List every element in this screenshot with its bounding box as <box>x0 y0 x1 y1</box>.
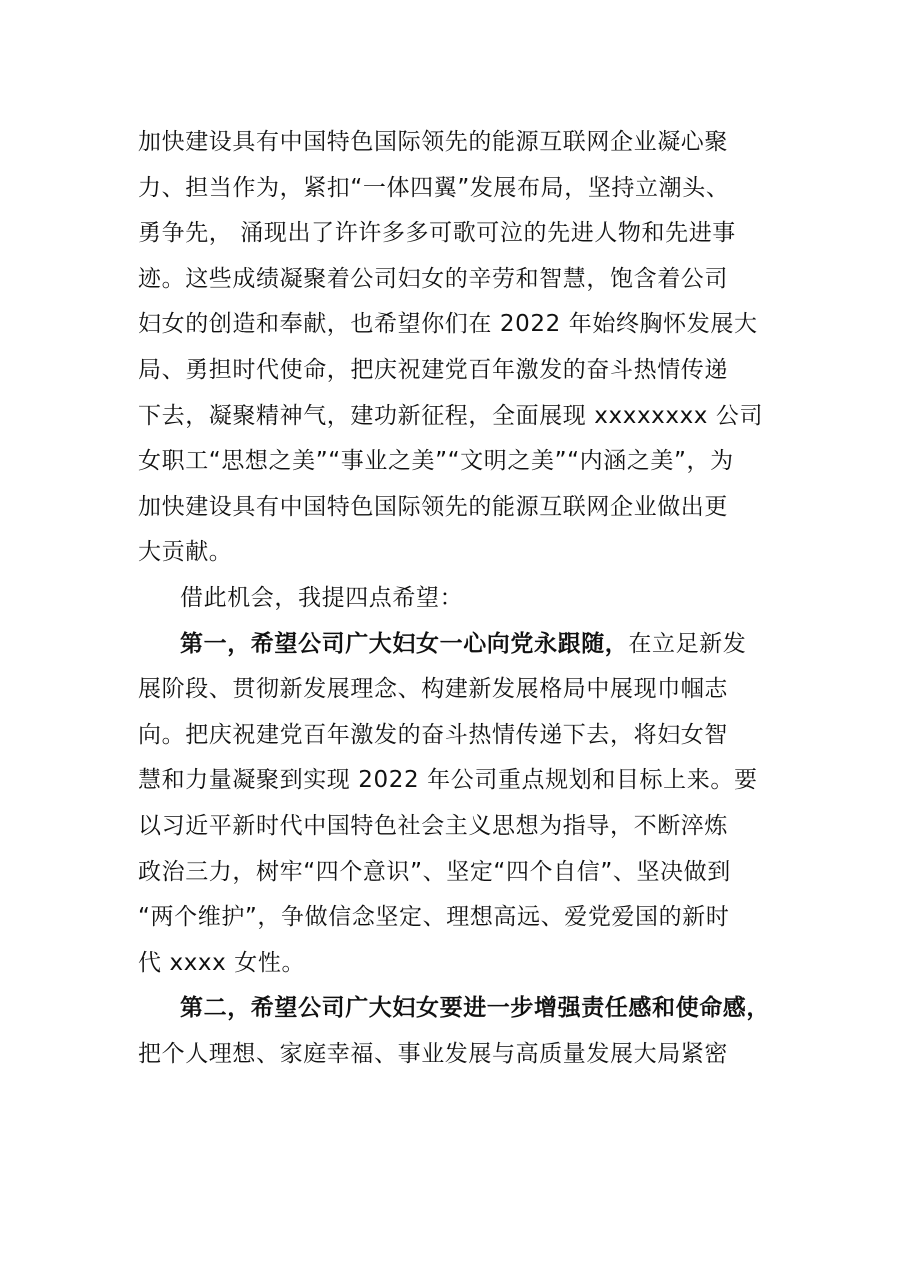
point-1-first-line <box>138 622 778 668</box>
point-1-line: “两个维护”，争做信念坚定、理想高远、爱党爱国的新时 <box>138 904 730 931</box>
point-1-lead: 在立足新发 <box>628 630 747 657</box>
paragraph-line: 加快建设具有中国特色国际领先的能源互联网企业凝心聚 <box>138 129 728 155</box>
point-2-heading: 第二，希望公司广大妇女要进一步增强责任感和使命感， <box>180 995 770 1022</box>
point-1-line: 展阶段、贯彻新发展理念、构建新发展格局中展现巾帼志 <box>138 676 728 703</box>
paragraph-line: 下去，凝聚精神气，建功新征程，全面展现 xxxxxxxx 公司 <box>138 402 764 429</box>
point-2-first-line <box>138 986 778 1032</box>
paragraph-line: 加快建设具有中国特色国际领先的能源互联网企业做出更 <box>138 493 728 520</box>
point-2-line: 把个人理想、家庭幸福、事业发展与高质量发展大局紧密 <box>138 1040 728 1067</box>
point-1-line: 向。把庆祝建党百年激发的奋斗热情传递下去，将妇女智 <box>138 721 728 748</box>
point-1-line: 以习近平新时代中国特色社会主义思想为指导，不断淬炼 <box>138 812 728 839</box>
paragraph-line: 勇争先， 涌现出了许许多多可歌可泣的先进人物和先进事 <box>138 220 736 247</box>
paragraph-line: 女职工“思想之美”“事业之美”“文明之美”“内涵之美”，为 <box>138 448 734 475</box>
point-1-line: 代 xxxx 女性。 <box>138 949 306 976</box>
paragraph-line: 力、担当作为，紧扣“一体四翼”发展布局，坚持立潮头、 <box>138 174 730 201</box>
document-body <box>138 120 778 1077</box>
point-1-line: 政治三力，树牢“四个意识”、坚定“四个自信”、坚决做到 <box>138 858 731 885</box>
paragraph-line: 大贡献。 <box>138 539 233 566</box>
point-1-line: 慧和力量凝聚到实现 2022 年公司重点规划和目标上来。要 <box>138 767 758 794</box>
point-1-heading: 第一，希望公司广大妇女一心向党永跟随， <box>180 630 629 657</box>
intro-line: 借此机会，我提四点希望： <box>180 584 464 611</box>
paragraph-line: 妇女的创造和奉献，也希望你们在 2022 年始终胸怀发展大 <box>138 311 758 338</box>
paragraph-line: 迹。这些成绩凝聚着公司妇女的辛劳和智慧，饱含着公司 <box>138 265 728 292</box>
paragraph-line: 局、勇担时代使命，把庆祝建党百年激发的奋斗热情传递 <box>138 356 728 383</box>
